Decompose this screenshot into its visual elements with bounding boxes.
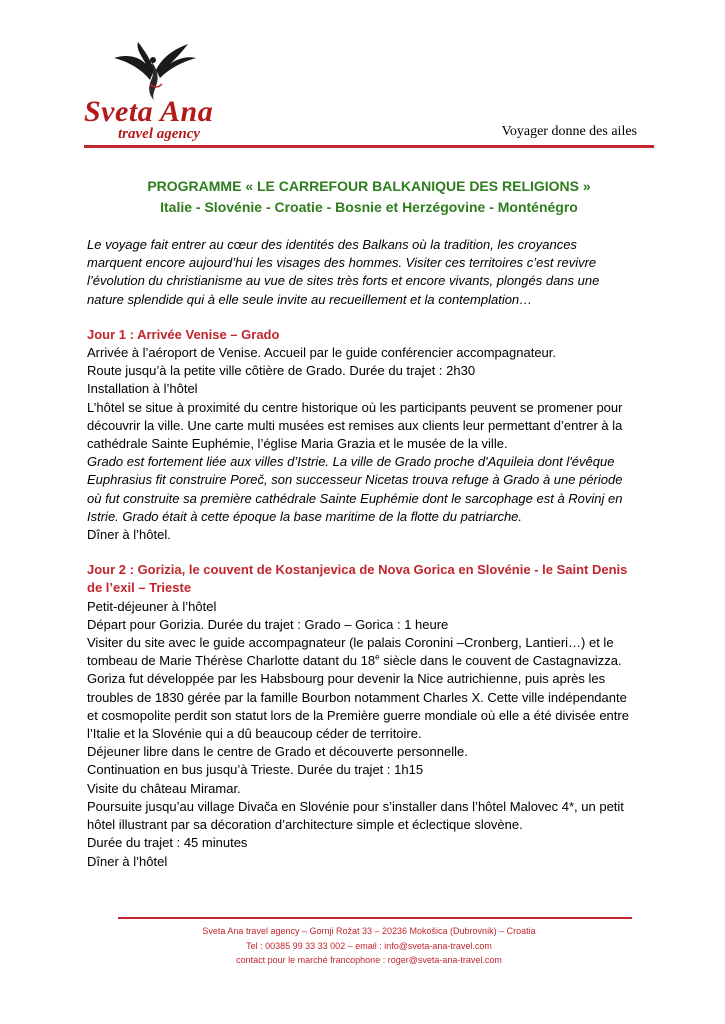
day-1-line-6: Dîner à l’hôtel. [87,527,171,543]
day-2-line-6: Continuation en bus jusqu’à Trieste. Durée du trajet : 1h15 [87,762,424,778]
tagline: Voyager donne des ailes [501,124,637,139]
day-2-line-1: Petit-déjeuner à l’hôtel [87,598,217,614]
day-2-line-9: Durée du trajet : 45 minutes [87,835,248,851]
day-1-line-4: L’hôtel se situe à proximité du centre historique où les participants peuvent se promener pour découvrir la ville. Une carte multi musées est remises aux clients leur permettant d’entrer à la cathédrale Sainte Euphémie, l’église Maria Grazia et le musée de la ville. [87,399,623,452]
footer-contact: Tel : 00385 99 33 33 002 – email : info@sveta-ana-travel.com [246,940,492,951]
day-1-line-3: Installation à l’hôtel [87,381,198,397]
footer-divider [118,917,632,919]
document-title [84,176,654,218]
day-1-line-2: Route jusqu’à la petite ville côtière de Grado. Durée du trajet : 2h30 [87,363,476,379]
footer-address: Sveta Ana travel agency – Gornji Rožat 33 – 20236 Mokošica (Dubrovnik) – Croatia [202,926,536,936]
day-2-line-2: Départ pour Gorizia. Durée du trajet : Grado – Gorica : 1 heure [87,616,449,632]
brand-subtitle: travel agency [118,126,201,142]
day-1-heading: Jour 1 : Arrivée Venise – Grado [87,326,280,342]
intro-paragraph: Le voyage fait entrer au cœur des identités des Balkans où la tradition, les croyances marquent encore aujourd’hui les visages des hommes. Visiter ces territoires c’est revivre l’évolution du christianisme au vue de sites très forts et encore vivants, plongés dans une nature splendide qui à elle seule invite au recueillement et la contemplation… [87,237,600,307]
document-body [87,236,635,871]
footer-francophone-contact: contact pour le marché francophone : roger@sveta-ana-travel.com [236,955,502,965]
day-1-history-note: Grado est fortement liée aux villes d’Istrie. La ville de Grado proche d'Aquileia dont l'évêque Euphrasius fit construire Poreč, son successeur Nicetas trouva refuge à Grado à une période où fut construite sa première cathédrale Sainte Euphémie dont le sarcophage est à Rovinj en Istrie. Grado était à cette époque la base maritime de la flotte du patriarche. [87,454,623,524]
day-2-line-5: Déjeuner libre dans le centre de Grado et découverte personnelle. [87,744,468,760]
day-2-line-7: Visite du château Miramar. [87,780,241,796]
agency-logo [84,40,224,140]
day-2-line-8: Poursuite jusqu’au village Divača en Slovénie pour s’installer dans l’hôtel Malovec 4*, un petit hôtel illustrant par sa décoration d’architecture simple et éclectique slovène. [87,798,624,833]
day-2-line-3-part-a: Visiter du site avec le guide accompagnateur (le palais Coronini –Cronberg, Lantieri…) et le tombeau de Marie Thérèse Charlotte datant du 18 [87,635,614,669]
day-1-line-1: Arrivée à l’aéroport de Venise. Accueil par le guide conférencier accompagnateur. [87,345,557,361]
title-line-1: PROGRAMME « LE CARREFOUR BALKANIQUE DES RELIGIONS » [147,178,591,194]
header-divider [84,145,654,148]
section-gap [87,544,635,561]
winged-logo-icon [112,40,196,100]
day-2-heading: Jour 2 : Gorizia, le couvent de Kostanjevica de Nova Gorica en Slovénie - le Saint Denis de l’exil – Trieste [87,562,628,596]
brand-name: Sveta Ana [84,95,214,128]
day-2-line-4: Goriza fut développée par les Habsbourg pour devenir la Nice autrichienne, puis après les troubles de 1830 gérée par la famille Bourbon notamment Charles X. Cette ville indépendante et cosmopolite perdit son statut lors de la Première guerre mondiale où elle a été divisée entre l’Italie et la Slovénie qui a dû beaucoup céder de territoire. [87,671,629,742]
title-line-2: Italie - Slovénie - Croatie - Bosnie et Herzégovine - Monténégro [160,199,578,215]
day-2-line-3 [87,634,635,670]
ordinal-superscript: e [375,652,380,662]
footer [84,924,654,968]
day-2-line-3-part-b: siècle dans le couvent de Castagnavizza. [379,653,622,669]
day-2-line-10: Dîner à l’hôtel [87,853,168,869]
